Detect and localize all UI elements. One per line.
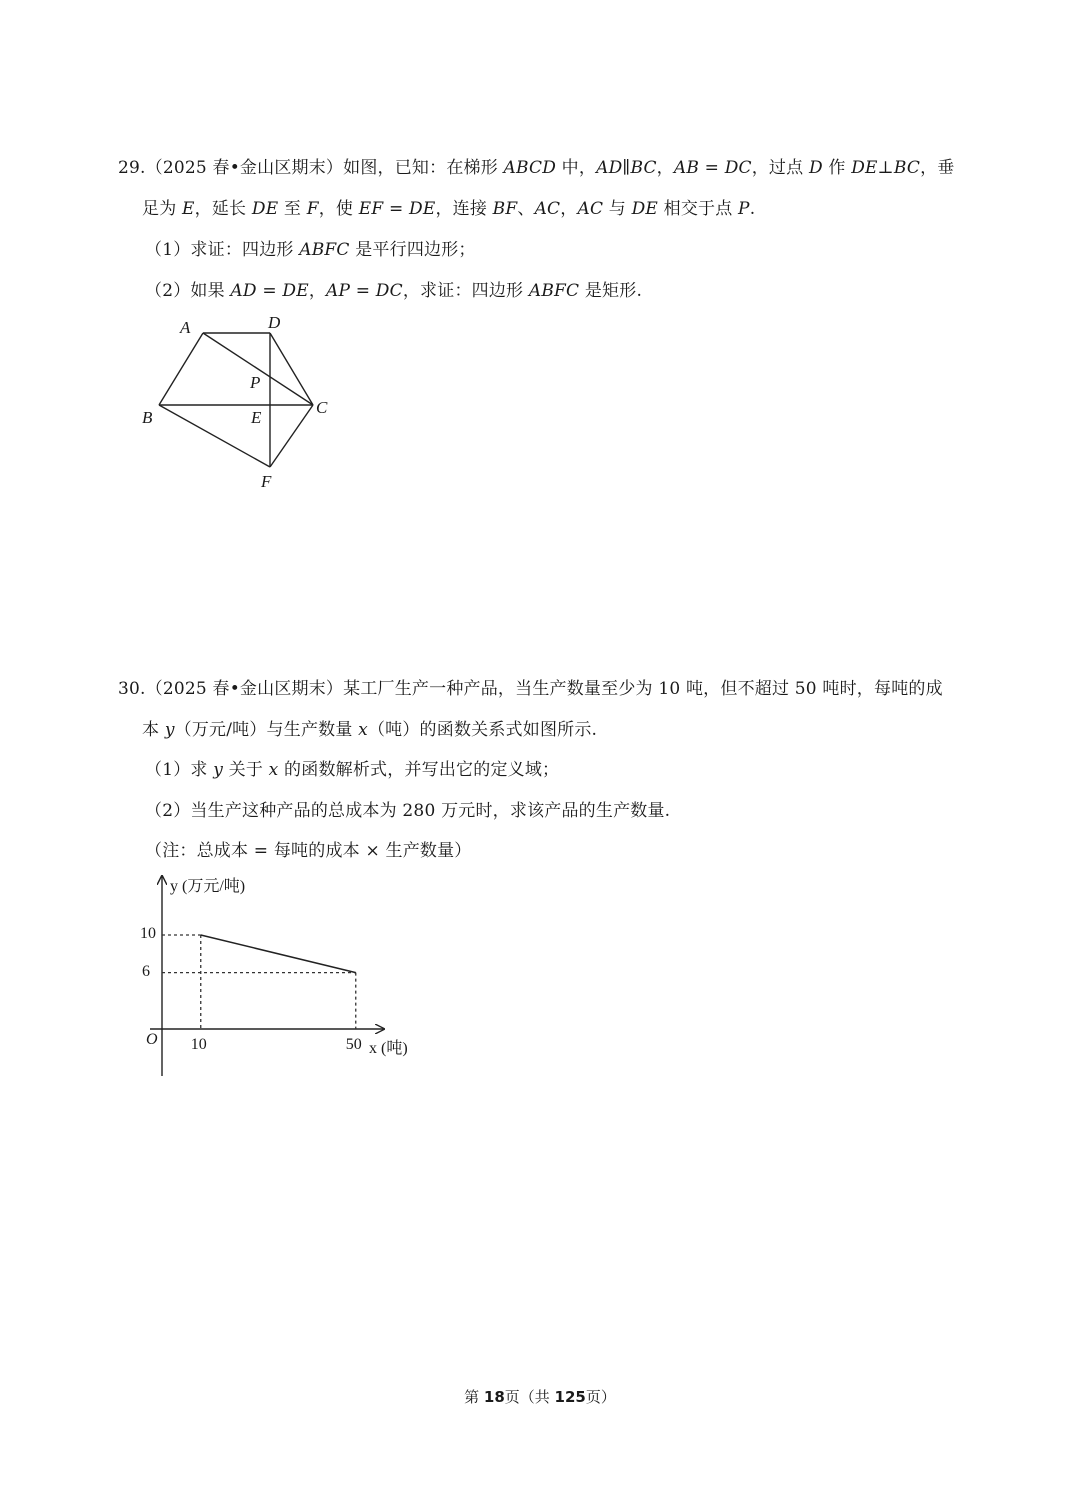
q29-var: AC [534,199,561,219]
q30-part1 [145,755,559,780]
q29-var: DE [251,199,279,219]
footer-text: 第 [464,1388,484,1406]
q30-text: （2）当生产这种产品的总成本为 280 万元时，求该产品的生产数量. [145,801,671,821]
q29-text: 相交于点 [658,199,739,219]
q30-var: y [213,760,224,780]
q29-var: F [306,199,319,219]
q29-text: 作 [822,158,852,178]
q29-stem-line1 [118,153,954,178]
q29-text: 至 [278,199,307,219]
q29-text: （2）如果 [145,281,231,301]
q29-text: ， [560,199,578,219]
x-axis-label: x (吨) [369,1040,408,1057]
q29-text: ，求证：四边形 [402,281,529,301]
q29-text: 足为 [142,199,183,219]
q29-var: AD = DE [230,281,309,301]
q29-text: ， [656,158,674,178]
q29-var: DE [631,199,659,219]
y-tick-label-6: 6 [142,962,150,980]
q30-text: （万元/吨）与生产数量 [174,720,359,740]
q29-text: ，连接 [435,199,493,219]
q29-stem-line2 [142,194,755,219]
q29-var: AC [577,199,604,219]
q30-var: y [164,720,175,740]
q29-text: ，过点 [751,158,809,178]
y-axis-label: y (万元/吨) [170,878,246,895]
segment-CF [270,405,313,467]
page-footer [0,1386,1080,1407]
q29-var: P [738,199,750,219]
q29-var: ABCD [503,158,557,178]
x-tick-label-50: 50 [345,1036,362,1053]
q29-var: AP = DC [326,281,403,301]
q30-part2 [145,796,670,821]
point-label-E: E [251,408,262,427]
q29-var: E [182,199,195,219]
page-number: 18 [483,1388,505,1406]
q29-var: AB = DC [673,158,752,178]
q30-var: x [268,760,279,780]
q30-text: （1）求 [145,760,214,780]
q29-text: 、 [517,199,535,219]
q29-text: 29.（2025 春•金山区期末）如图，已知：在梯形 [118,158,504,178]
q30-text: （吨）的函数关系式如图所示. [367,720,598,740]
total-pages: 125 [554,1388,586,1406]
point-label-F: F [261,472,272,491]
x-tick-label-10: 10 [190,1036,207,1053]
q30-text: 的函数解析式，并写出它的定义域； [278,760,560,780]
q29-part1 [145,235,476,260]
q29-text: 与 [603,199,632,219]
q29-text: 中， [556,158,597,178]
origin-label: O [146,1031,158,1048]
q30-text: （注：总成本 = 每吨的成本 × 生产数量） [145,841,472,861]
point-label-P: P [250,373,261,392]
point-label-D: D [268,313,281,332]
q29-text: 是矩形. [579,281,643,301]
q29-text: ， [308,281,327,301]
point-label-A: A [180,318,191,337]
q30-stem-line1 [118,674,943,699]
q29-text: ，使 [318,199,359,219]
segment-DC [270,333,313,405]
q29-part2 [145,276,642,301]
q30-text: 关于 [223,760,269,780]
q29-text: ，垂 [920,158,955,178]
q30-var: x [358,720,368,740]
point-label-B: B [142,408,153,427]
segment-AB [159,333,203,405]
q29-var: ABFC [299,240,350,260]
footer-text: 页（共 [504,1388,555,1406]
q29-text: （1）求证：四边形 [145,240,300,260]
q29-text: 是平行四边形； [349,240,476,260]
q29-var: AD∥BC [596,158,657,178]
segment-AC [203,333,313,405]
q29-var: ABFC [528,281,580,301]
q30-note [145,836,472,861]
q29-var: DE⊥BC [851,158,921,178]
q30-text: 本 [142,720,165,740]
q29-text: . [749,199,756,219]
series-line [201,935,356,973]
q30-stem-line2 [142,715,597,740]
q29-var: EF = DE [358,199,436,219]
q29-var: D [808,158,823,178]
q29-var: BF [492,199,518,219]
footer-text: 页） [585,1388,616,1406]
q30-text: 30.（2025 春•金山区期末）某工厂生产一种产品，当生产数量至少为 10 吨，但不超过 50 吨时，每吨的成 [118,679,943,699]
q29-text: ，延长 [194,199,252,219]
y-tick-label-10: 10 [140,925,156,942]
point-label-C: C [316,398,328,417]
